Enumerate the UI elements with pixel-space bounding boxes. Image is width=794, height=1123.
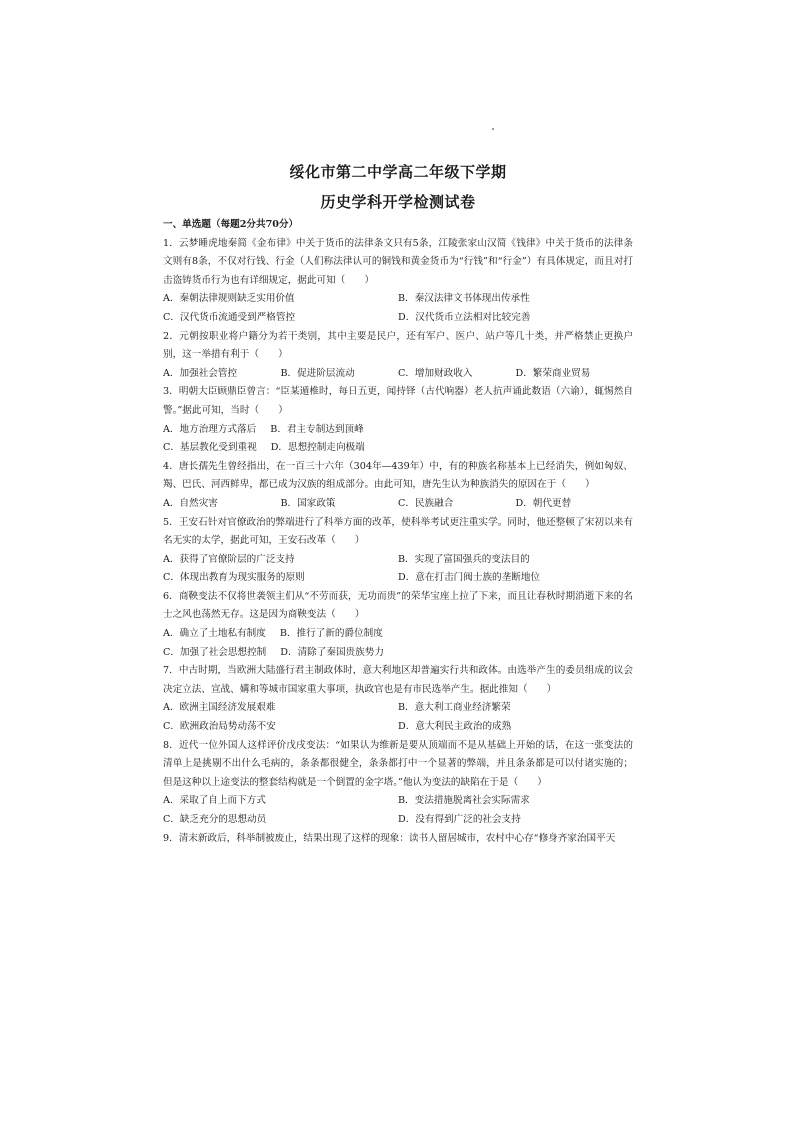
option-a: A．确立了土地私有制度 — [163, 628, 266, 640]
option-a: A．获得了官僚阶层的广泛支持 — [163, 553, 295, 565]
option-b: B．促进阶层流动 — [280, 367, 355, 379]
exam-title-line2: 历史学科开学检测试卷 — [320, 193, 476, 211]
option-c: C．汉代货币流通受到严格管控 — [163, 311, 296, 323]
question-7-options — [163, 699, 633, 736]
question-4: 4．唐长孺先生曾经指出，在一百三十六年（304年—439年）中，有的种族名称基本上已经消失，例如匈奴、羯、巴氏、河西鲜卑，都已成为汉族的组成部分。由此可知，唐先生认为种族消失的原因在于（ ） — [163, 460, 633, 491]
option-b: B．变法措施脱离社会实际需求 — [398, 795, 530, 807]
question-1-options — [163, 290, 633, 327]
option-c: C．增加财政收入 — [398, 367, 473, 379]
option-d: D．没有得到广泛的社会支持 — [398, 814, 521, 825]
question-5-options — [163, 551, 633, 588]
question-3: 3．明朝大臣顾鼎臣曾言：“臣某遁椎时，每日五更，闻持铎（古代响器）老人抗声诵此数语（六谕），辄惕然自警。”据此可知，当时（ ） — [163, 386, 633, 416]
question-2: 2．元朝按职业将户籍分为若干类别，其中主要是民户，还有军户、医户、站户等几十类，并严格禁止更换户别，这一举措有利于（ ） — [163, 330, 633, 361]
option-c: C．缺乏充分的思想动员 — [163, 814, 267, 825]
option-a: A．自然灾害 — [163, 497, 218, 509]
question-8: 8．近代一位外国人这样评价戊戌变法：“如果认为维新是要从顶端而不是从基础上开始的话，在这一张变法的清单上是挑剔不出什么毛病的，条条都很健全，条条都打中一个显著的弊端，并且条条都是可以付诸实施的；但是这种以上途变法的整套结构就是一个倒置的金字塔。”他认为变法的缺陷在于是（ ） — [163, 739, 633, 788]
option-c: C．加强了社会思想控制 — [163, 646, 267, 658]
question-4-options — [163, 495, 633, 514]
option-a: A．秦朝法律规则缺乏实用价值 — [163, 293, 295, 305]
option-b: B．推行了新的爵位制度 — [279, 628, 383, 640]
question-8-options — [163, 792, 633, 829]
option-b: B．君主专制达到顶峰 — [270, 423, 364, 435]
option-d: D．清除了秦国贵族势力 — [280, 646, 384, 658]
option-c: C．基层教化受到重视 — [163, 442, 257, 454]
option-d: D．意大利民主政治的成熟 — [398, 721, 512, 733]
option-c: C．欧洲政治局势动荡不安 — [163, 721, 276, 733]
option-b: B．秦汉法律文书体现出传承性 — [398, 293, 530, 305]
question-2-options — [163, 365, 633, 384]
option-c: C．体现出教育为现实服务的原则 — [163, 572, 305, 584]
option-b: B．实现了富国强兵的变法目的 — [398, 553, 530, 565]
question-1: 1．云梦睡虎地秦简《金布律》中关于货币的法律条文只有5条，江陵张家山汉简《钱律》中关于货币的法律条文则有8条，不仅对行钱、行金（人们称法律认可的铜钱和黄金货币为“行钱”和“行金”）有具体规定，而且对打击盗铸货币行为也有详细规定，据此可知（ ） — [163, 237, 633, 286]
option-a: A．采取了自上而下方式 — [163, 795, 266, 807]
question-6-options-row1 — [163, 625, 633, 644]
section-heading: 一、单选题（每题2分共70分） — [163, 219, 299, 230]
option-b: B．国家政策 — [280, 497, 336, 509]
scan-speck — [492, 128, 494, 130]
option-d: D．繁荣商业贸易 — [515, 367, 591, 379]
option-a: A．欧洲主国经济发展艰难 — [163, 702, 276, 714]
option-d: D．汉代货币立法相对比较完善 — [398, 311, 531, 323]
question-9: 9．清末新政后，科举制被废止，结果出现了这样的现象：读书人留居城市，农村中心存“修身齐家治国平天 — [163, 832, 616, 844]
question-3-options-row2 — [163, 439, 633, 458]
option-a: A．地方治理方式落后 — [163, 423, 257, 435]
option-c: C．民族融合 — [398, 497, 454, 509]
question-5: 5．王安石针对官僚政治的弊端进行了科举方面的改革，使科举考试更注重实学。同时，他还整顿了宋初以来有名无实的太学，据此可知，王安石改革（ ） — [163, 516, 633, 547]
question-6: 6．商鞅变法不仅将世袭领主们从“不劳而获，无功而贵”的荣华宝座上拉了下来，而且让春秋时期消逝下来的名士之风也荡然无存。这是因为商鞅变法（ ） — [163, 590, 633, 621]
option-d: D．朝代更替 — [515, 497, 572, 509]
option-a: A．加强社会管控 — [163, 367, 238, 379]
question-3-options-row1 — [163, 421, 633, 440]
exam-title-line1: 绥化市第二中学高二年级下学期 — [289, 163, 507, 181]
question-7: 7．中古时期，当欧洲大陆盛行君主制政体时，意大利地区却普遍实行共和政体。由选举产生的委员组成的议会决定立法、宣战、媾和等城市国家重大事项，执政官也是有市民选举产生。据此推知（ ） — [163, 665, 633, 695]
option-b: B．意大利工商业经济繁荣 — [398, 702, 511, 714]
option-d: D．意在打击门阀士族的垄断地位 — [398, 572, 541, 584]
question-6-options-row2 — [163, 644, 633, 663]
option-d: D．思想控制走向极端 — [270, 442, 365, 454]
exam-page — [163, 160, 633, 848]
